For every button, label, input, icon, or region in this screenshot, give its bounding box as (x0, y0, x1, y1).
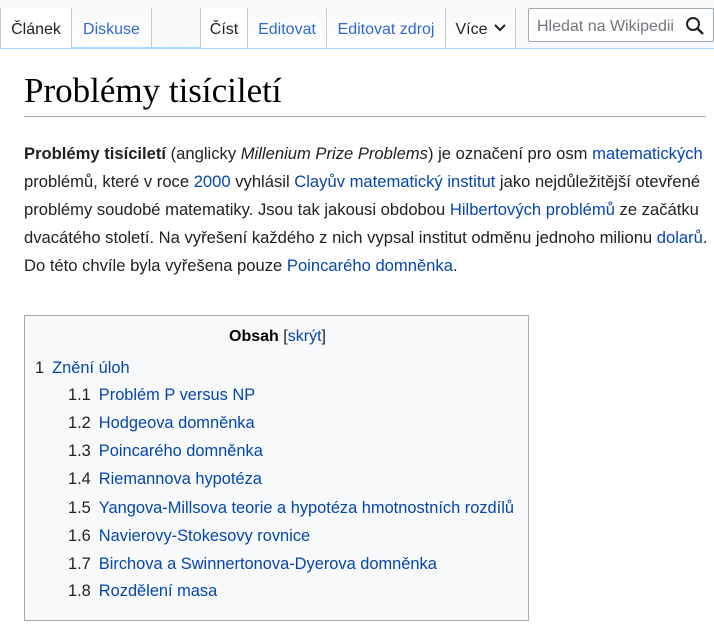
toc-item-number: 1.6 (68, 527, 91, 545)
intro-text: . Do této chvíle byla vyřešena pouze (24, 228, 708, 275)
toc-item[interactable] (68, 414, 255, 433)
toc-item-label[interactable]: Poincarého domněnka (98, 442, 263, 460)
article-content (0, 48, 714, 627)
toc-item-label[interactable]: Rozdělení masa (98, 582, 218, 600)
tab-talk-label: Diskuse (83, 21, 140, 38)
toc-item-number: 1.5 (68, 499, 91, 517)
intro-italic-term: Millenium Prize Problems (240, 144, 428, 163)
chevron-down-icon (494, 20, 506, 36)
tab-talk[interactable] (72, 8, 152, 48)
toc-toggle-close: ] (321, 328, 326, 345)
toc-item[interactable] (68, 386, 255, 405)
tab-edit[interactable] (248, 8, 327, 48)
toc-toggle-open: [ (283, 328, 288, 345)
intro-link[interactable]: matematických (592, 144, 703, 163)
toc-toggle-link[interactable]: skrýt (287, 328, 322, 345)
intro-link[interactable]: 2000 (193, 172, 231, 191)
toc-item-number: 1.1 (68, 386, 91, 404)
tab-bar (0, 0, 714, 48)
search-placeholder: Hledat na Wikipedii (537, 18, 674, 35)
toc-item[interactable] (68, 470, 262, 489)
toc-item-number: 1.3 (68, 442, 91, 460)
table-of-contents (24, 315, 529, 621)
tab-more[interactable] (446, 8, 516, 48)
toc-item-label[interactable]: Problém P versus NP (98, 386, 256, 404)
toc-item[interactable] (68, 499, 514, 518)
toc-item-number: 1.7 (68, 555, 91, 573)
toc-item[interactable] (68, 442, 263, 461)
intro-text: (anglicky (166, 144, 241, 163)
intro-text: jako nejdůležitější otevřené problémy soudobé matematiky. Jsou tak jakousi obdobou (24, 172, 701, 219)
toc-item[interactable] (35, 359, 130, 378)
toc-item-label[interactable]: Birchova a Swinnertonova-Dyerova domněnka (98, 555, 437, 573)
intro-text: vyhlásil (230, 172, 295, 191)
toc-item-number: 1.2 (68, 414, 91, 432)
title-divider (24, 116, 706, 117)
intro-text: ze začátku dvacátého století. Na vyřešení každého z nich vypsal institut odměnu jednoho milionu (24, 200, 699, 247)
toc-item-number: 1 (35, 359, 45, 377)
tab-read[interactable] (200, 8, 248, 48)
tab-more-label: Více (455, 21, 488, 38)
tab-edit-source[interactable] (327, 8, 446, 48)
intro-link[interactable]: Clayův matematický institut (294, 172, 496, 191)
intro-link[interactable]: Hilbertových problémů (449, 200, 615, 219)
toc-item[interactable] (68, 527, 310, 546)
intro-text: . (452, 256, 458, 275)
tab-article[interactable] (0, 8, 72, 48)
search-icon[interactable] (685, 16, 705, 41)
intro-link[interactable]: Poincarého domněnka (286, 256, 453, 275)
toc-toggle[interactable] (283, 328, 326, 345)
toc-item[interactable] (68, 582, 217, 601)
intro-link[interactable]: dolarů (656, 228, 703, 247)
tab-article-label: Článek (11, 21, 61, 38)
tab-read-label: Číst (209, 21, 239, 38)
toc-item-number: 1.8 (68, 582, 91, 600)
toc-header (25, 328, 530, 346)
intro-text: problémů, které v roce (24, 172, 194, 191)
intro-text: ) je označení pro osm (427, 144, 593, 163)
tab-edit-source-label: Editovat zdroj (337, 21, 435, 38)
toc-item-label[interactable]: Znění úloh (52, 359, 130, 377)
page-title: Problémy tisíciletí (24, 71, 282, 110)
toc-item-label[interactable]: Yangova-Millsova teorie a hypotéza hmotnostních rozdílů (98, 499, 514, 517)
toc-item[interactable] (68, 555, 437, 574)
search-input[interactable] (528, 8, 714, 42)
toc-item-label[interactable]: Navierovy-Stokesovy rovnice (98, 527, 311, 545)
tab-edit-label: Editovat (258, 21, 316, 38)
toc-item-number: 1.4 (68, 470, 91, 488)
toc-item-label[interactable]: Riemannova hypotéza (98, 470, 262, 488)
toc-item-label[interactable]: Hodgeova domněnka (98, 414, 255, 432)
intro-bold-term: Problémy tisíciletí (24, 144, 167, 163)
toc-title: Obsah (229, 328, 279, 345)
intro-paragraph (24, 140, 710, 280)
